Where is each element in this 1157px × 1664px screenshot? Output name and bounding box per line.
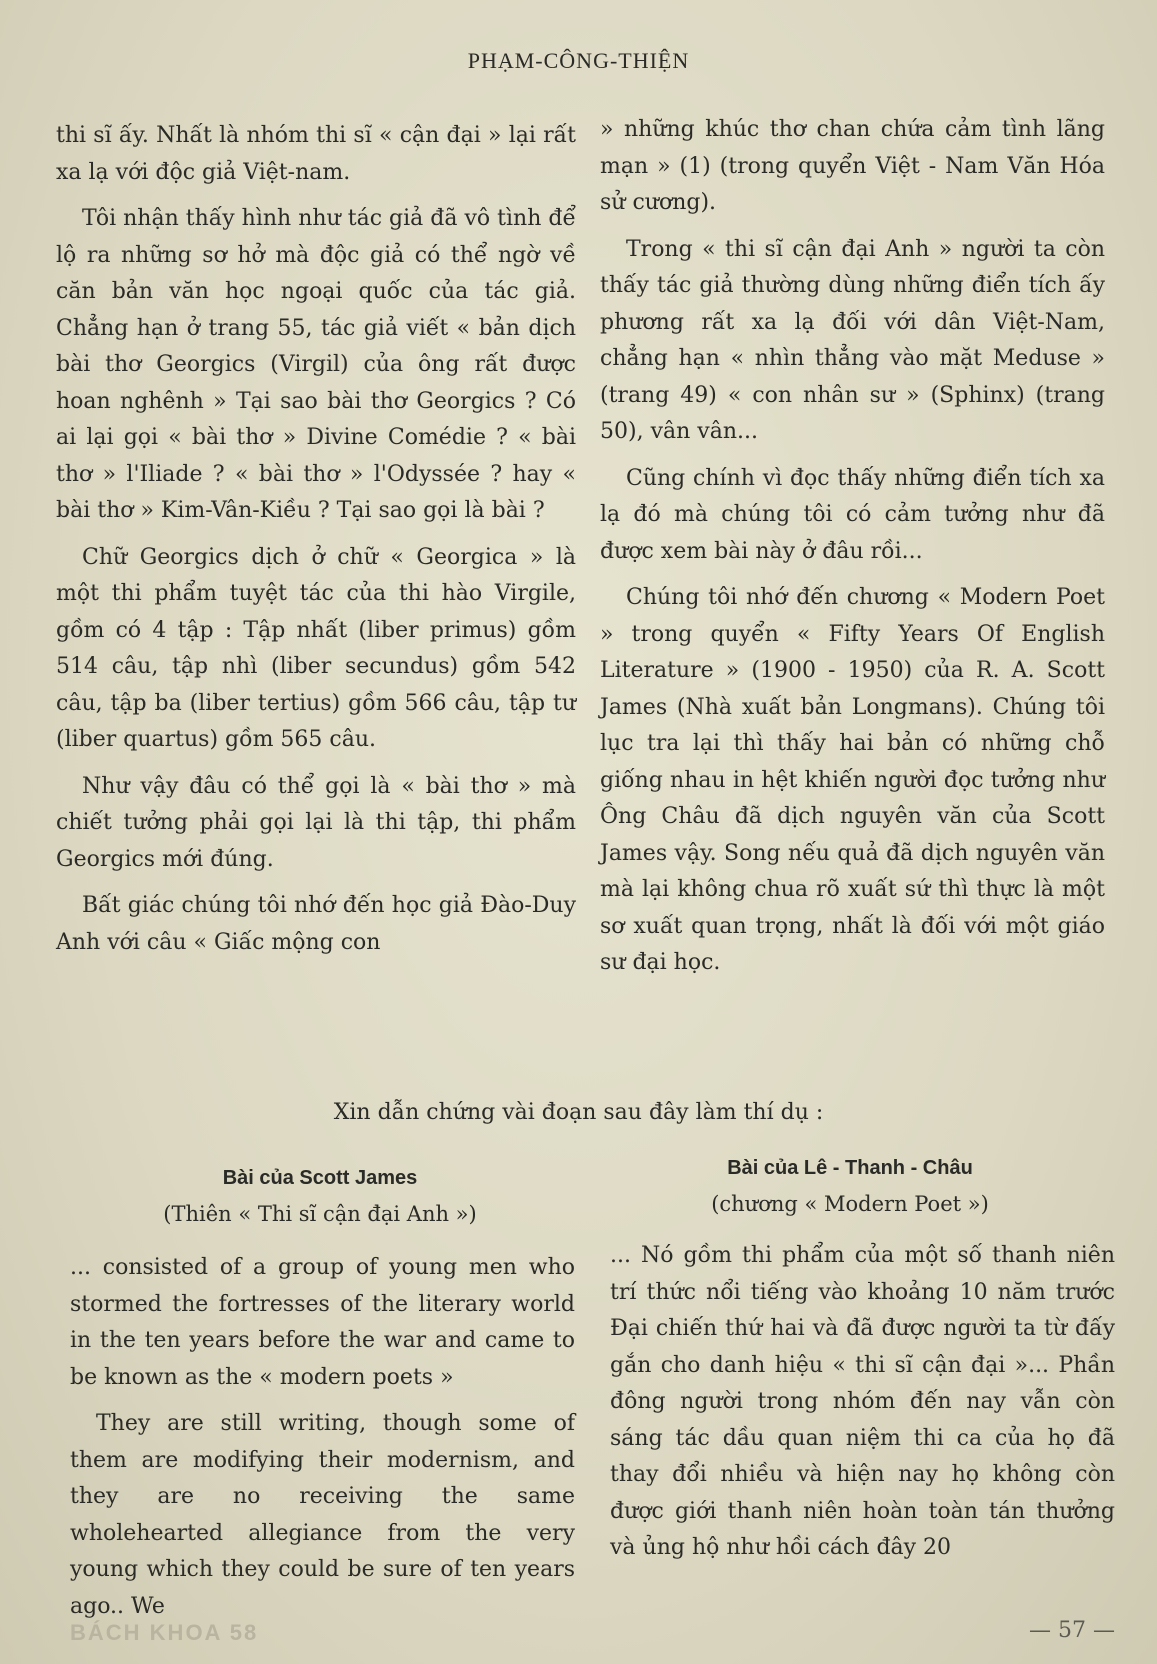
paragraph: Chúng tôi nhớ đến chương « Modern Poet » trong quyển « Fifty Years Of English Literature » (1900 - 1950) của R. A. Scott James (Nhà xuất bản Longmans). Chúng tôi lục tra lại thì thấy hai bản có những chỗ giống nhau in hệt khiến người đọc tưởng như Ông Châu đã dịch nguyên văn của Scott James vậy. Song nếu quả đã dịch nguyên văn mà lại không chua rõ xuất sứ thì thực là một sơ xuất quan trọng, nhất là đối với một giáo sư đại học. [600, 585, 1105, 975]
right-column-upper [600, 112, 1105, 992]
paragraph: Như vậy đâu có thể gọi là « bài thơ » mà chiết tưởng phải gọi lại là thi tập, thi phẩm Georgics mới đúng. [56, 773, 576, 872]
running-header: PHẠM-CÔNG-THIỆN [467, 48, 690, 73]
paragraph: thi sĩ ấy. Nhất là nhóm thi sĩ « cận đại » lại rất xa lạ với độc giả Việt-nam. [56, 123, 576, 185]
right-quote-body [610, 1238, 1115, 1577]
right-quote-heading [600, 1150, 1100, 1222]
right-quote-note: (chương « Modern Poet ») [711, 1192, 989, 1216]
left-quote-heading [70, 1160, 570, 1232]
paragraph: Trong « thi sĩ cận đại Anh » người ta còn thấy tác giả thường dùng những điển tích ấy phương rất xa lạ đối với dân Việt-Nam, chẳng hạn « nhìn thẳng vào mặt Meduse » (trang 49) « con nhân sư » (Sphinx) (trang 50), vân vân... [600, 236, 1105, 444]
section-intro-line: Xin dẫn chứng vài đoạn sau đây làm thí dụ : [333, 1100, 824, 1125]
quote-paragraph: They are still writing, though some of them are modifying their modernism, and they are no receiving the same wholehearted allegiance from the very young which they could be sure of ten years ago.. We [70, 1411, 575, 1619]
left-column-upper [56, 118, 576, 971]
left-quote-body [70, 1250, 575, 1635]
paragraph: » những khúc thơ chan chứa cảm tình lãng mạn » (1) (trong quyển Việt - Nam Văn Hóa sử cương). [600, 117, 1105, 215]
paragraph: Cũng chính vì đọc thấy những điển tích xa lạ đó mà chúng tôi có cảm tưởng như đã được xem bài này ở đâu rồi... [600, 465, 1105, 564]
page-number: — 57 — [1029, 1618, 1115, 1643]
quote-paragraph: ... Nó gồm thi phẩm của một số thanh niên trí thức nổi tiếng vào khoảng 10 năm trước Đại chiến thứ hai và đã được người ta từ đấy gắn cho danh hiệu « thi sĩ cận đại »... Phần đông người trong nhóm đến nay vẫn còn sáng tác dầu quan niệm thi ca của họ đã thay đổi nhiều và hiện nay họ không còn được giới thanh niên hoàn toàn tán thưởng và ủng hộ như hồi cách đây 20 [610, 1243, 1115, 1560]
left-quote-title: Bài của Scott James [222, 1167, 418, 1189]
quote-paragraph: ... consisted of a group of young men who stormed the fortresses of the literary world in the ten years before the war and came to be known as the « modern poets » [70, 1255, 575, 1390]
paragraph: Tôi nhận thấy hình như tác giả đã vô tình để lộ ra những sơ hở mà độc giả có thể ngờ về căn bản văn học ngoại quốc của tác giả. Chẳng hạn ở trang 55, tác giả viết « bản dịch bài thơ Georgics (Virgil) của ông rất được hoan nghênh » Tại sao bài thơ Georgics ? Có ai lại gọi « bài thơ » Divine Comédie ? « bài thơ » l'Iliade ? « bài thơ » l'Odyssée ? hay « bài thơ » Kim-Vân-Kiều ? Tại sao gọi là bài ? [56, 206, 576, 523]
left-quote-note: (Thiên « Thi sĩ cận đại Anh ») [163, 1202, 477, 1226]
right-quote-title: Bài của Lê - Thanh - Châu [727, 1157, 973, 1179]
paragraph: Chữ Georgics dịch ở chữ « Georgica » là một thi phẩm tuyệt tác của thi hào Virgile, gồm có 4 tập : Tập nhất (liber primus) gồm 514 câu, tập nhì (liber secundus) gồm 542 câu, tập ba (liber tertius) gồm 566 câu, tập tư (liber quartus) gồm 565 câu. [56, 544, 576, 752]
paragraph: Bất giác chúng tôi nhớ đến học giả Đào-Duy Anh với câu « Giấc mộng con [56, 893, 576, 955]
magazine-stamp: BÁCH KHOA 58 [70, 1620, 259, 1645]
